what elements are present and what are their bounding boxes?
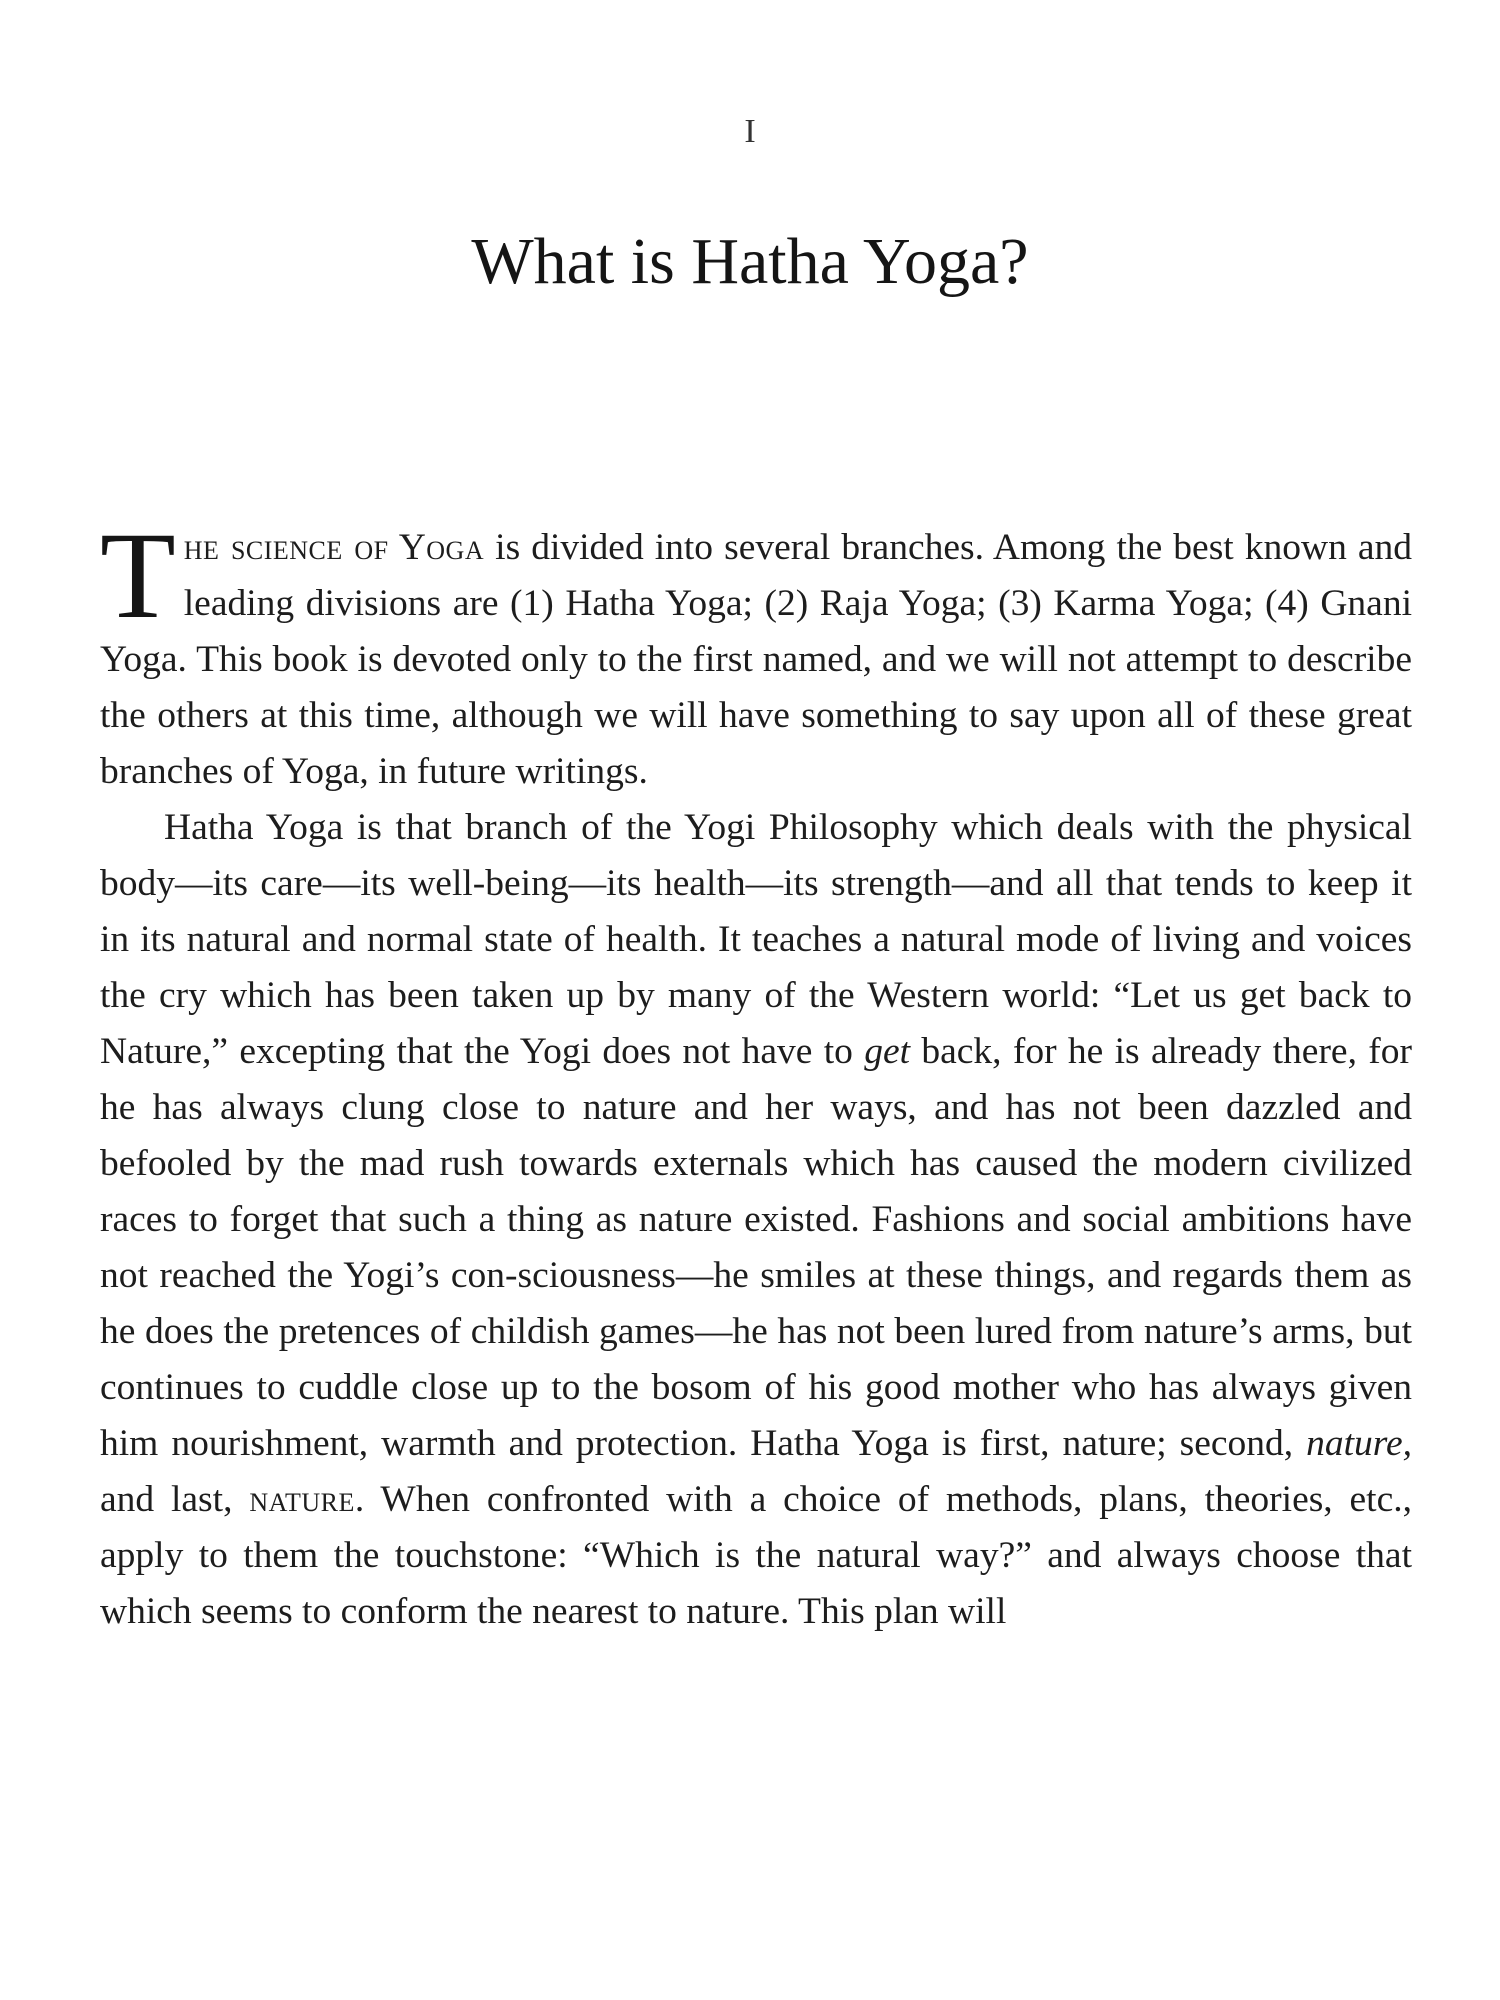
paragraph-first [100, 507, 1413, 800]
chapter-body [100, 507, 1413, 1640]
italic-get: get [864, 1031, 911, 1072]
paragraph-first-text: is divided into several branches. Among the best known and leading divisions are (1) Hatha Yoga; (2) Raja Yoga; (3) Karma Yoga; (4) Gnani Yoga. This book is devoted only to the first named, and we will not attempt to describe the others at this time, although we will have something to say upon all of these great branches of Yoga, in future writings. [100, 527, 1413, 792]
lead-small-caps: he science of Yoga [183, 527, 485, 568]
paragraph-second [100, 800, 1412, 1640]
chapter-number: I [744, 113, 756, 150]
chapter-title: What is Hatha Yoga? [471, 225, 1029, 298]
paragraph-second-text-1: Hatha Yoga is that branch of the Yogi Philosophy which deals with the physical body—its care—its well-being—its health—its strength—and all that tends to keep it in its natural and normal state of health. It teaches a natural mode of living and voices the cry which has been taken up by many of the Western world: “Let us get back to Nature,” excepting that the Yogi does not have to [100, 807, 1412, 1072]
small-caps-nature: nature [249, 1479, 355, 1520]
paragraph-second-text-2: back, for he is already there, for he has always clung close to nature and her ways, and has not been dazzled and befooled by the mad rush towards externals which has caused the modern civilized races to forget that such a thing as nature existed. Fashions and social ambitions have not reached the Yogi’s con-sciousness—he smiles at these things, and regards them as he does the pretences of childish games—he has not been lured from nature’s arms, but continues to cuddle close up to the bosom of his good mother who has always given him nourishment, warmth and protection. Hatha Yoga is first, nature; second, [100, 1031, 1412, 1464]
paragraph-second-text-3: and last, [100, 1479, 250, 1520]
paragraph-second-text-4: . When confronted with a choice of methods, plans, theories, etc., apply to them the touchstone: “Which is the natural way?” and always choose that which seems to conform the nearest to nature. This plan will [100, 1479, 1412, 1632]
drop-cap: T [100, 507, 176, 644]
italic-nature: nature, [1306, 1423, 1412, 1464]
